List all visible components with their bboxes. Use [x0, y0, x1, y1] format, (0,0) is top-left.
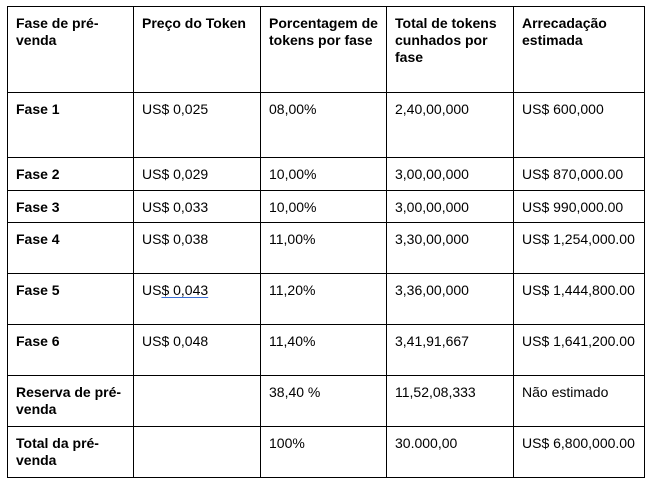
percent-cell: 11,20% [261, 274, 387, 325]
presale-phases-table [7, 6, 645, 478]
total-cell: 3,36,00,000 [387, 274, 514, 325]
phase-cell: Fase 2 [8, 158, 134, 191]
percent-cell: 100% [261, 427, 387, 478]
raised-cell: US$ 600,000 [514, 93, 645, 158]
price-cell: US$ 0,025 [134, 93, 261, 158]
price-cell [134, 376, 261, 427]
total-cell: 3,00,00,000 [387, 158, 514, 191]
price-cell: US$ 0,033 [134, 191, 261, 223]
header-phase: Fase de pré-venda [8, 7, 134, 93]
table-row [8, 274, 645, 325]
percent-cell: 08,00% [261, 93, 387, 158]
table-header-row [8, 7, 645, 93]
phase-cell: Fase 6 [8, 325, 134, 376]
price-cell [134, 427, 261, 478]
percent-cell: 10,00% [261, 191, 387, 223]
total-cell: 2,40,00,000 [387, 93, 514, 158]
raised-cell: US$ 1,444,800.00 [514, 274, 645, 325]
table-row [8, 191, 645, 223]
spellcheck-flagged-price: $ 0,043 [161, 282, 209, 298]
price-prefix: US [142, 282, 162, 298]
table-row [8, 376, 645, 427]
price-cell: US$ 0,038 [134, 223, 261, 274]
raised-cell: US$ 6,800,000.00 [514, 427, 645, 478]
total-cell: 3,41,91,667 [387, 325, 514, 376]
raised-cell: Não estimado [514, 376, 645, 427]
total-cell: 3,00,00,000 [387, 191, 514, 223]
phase-cell: Total da pré-venda [8, 427, 134, 478]
phase-cell: Fase 4 [8, 223, 134, 274]
price-cell: US$ 0,029 [134, 158, 261, 191]
percent-cell: 11,40% [261, 325, 387, 376]
table-row [8, 158, 645, 191]
price-cell: US$ 0,048 [134, 325, 261, 376]
raised-cell: US$ 1,641,200.00 [514, 325, 645, 376]
header-total-minted: Total de tokens cunhados por fase [387, 7, 514, 93]
table-row [8, 427, 645, 478]
phase-cell: Reserva de pré-venda [8, 376, 134, 427]
table-row [8, 223, 645, 274]
raised-cell: US$ 1,254,000.00 [514, 223, 645, 274]
phase-cell: Fase 1 [8, 93, 134, 158]
raised-cell: US$ 870,000.00 [514, 158, 645, 191]
percent-cell: 10,00% [261, 158, 387, 191]
percent-cell: 38,40 % [261, 376, 387, 427]
header-estimated-raise: Arrecadação estimada [514, 7, 645, 93]
phase-cell: Fase 3 [8, 191, 134, 223]
total-cell: 30.000,00 [387, 427, 514, 478]
total-cell: 11,52,08,333 [387, 376, 514, 427]
table-row [8, 93, 645, 158]
total-cell: 3,30,00,000 [387, 223, 514, 274]
phase-cell: Fase 5 [8, 274, 134, 325]
header-token-percentage: Porcentagem de tokens por fase [261, 7, 387, 93]
header-token-price: Preço do Token [134, 7, 261, 93]
percent-cell: 11,00% [261, 223, 387, 274]
price-cell [134, 274, 261, 325]
raised-cell: US$ 990,000.00 [514, 191, 645, 223]
table-row [8, 325, 645, 376]
